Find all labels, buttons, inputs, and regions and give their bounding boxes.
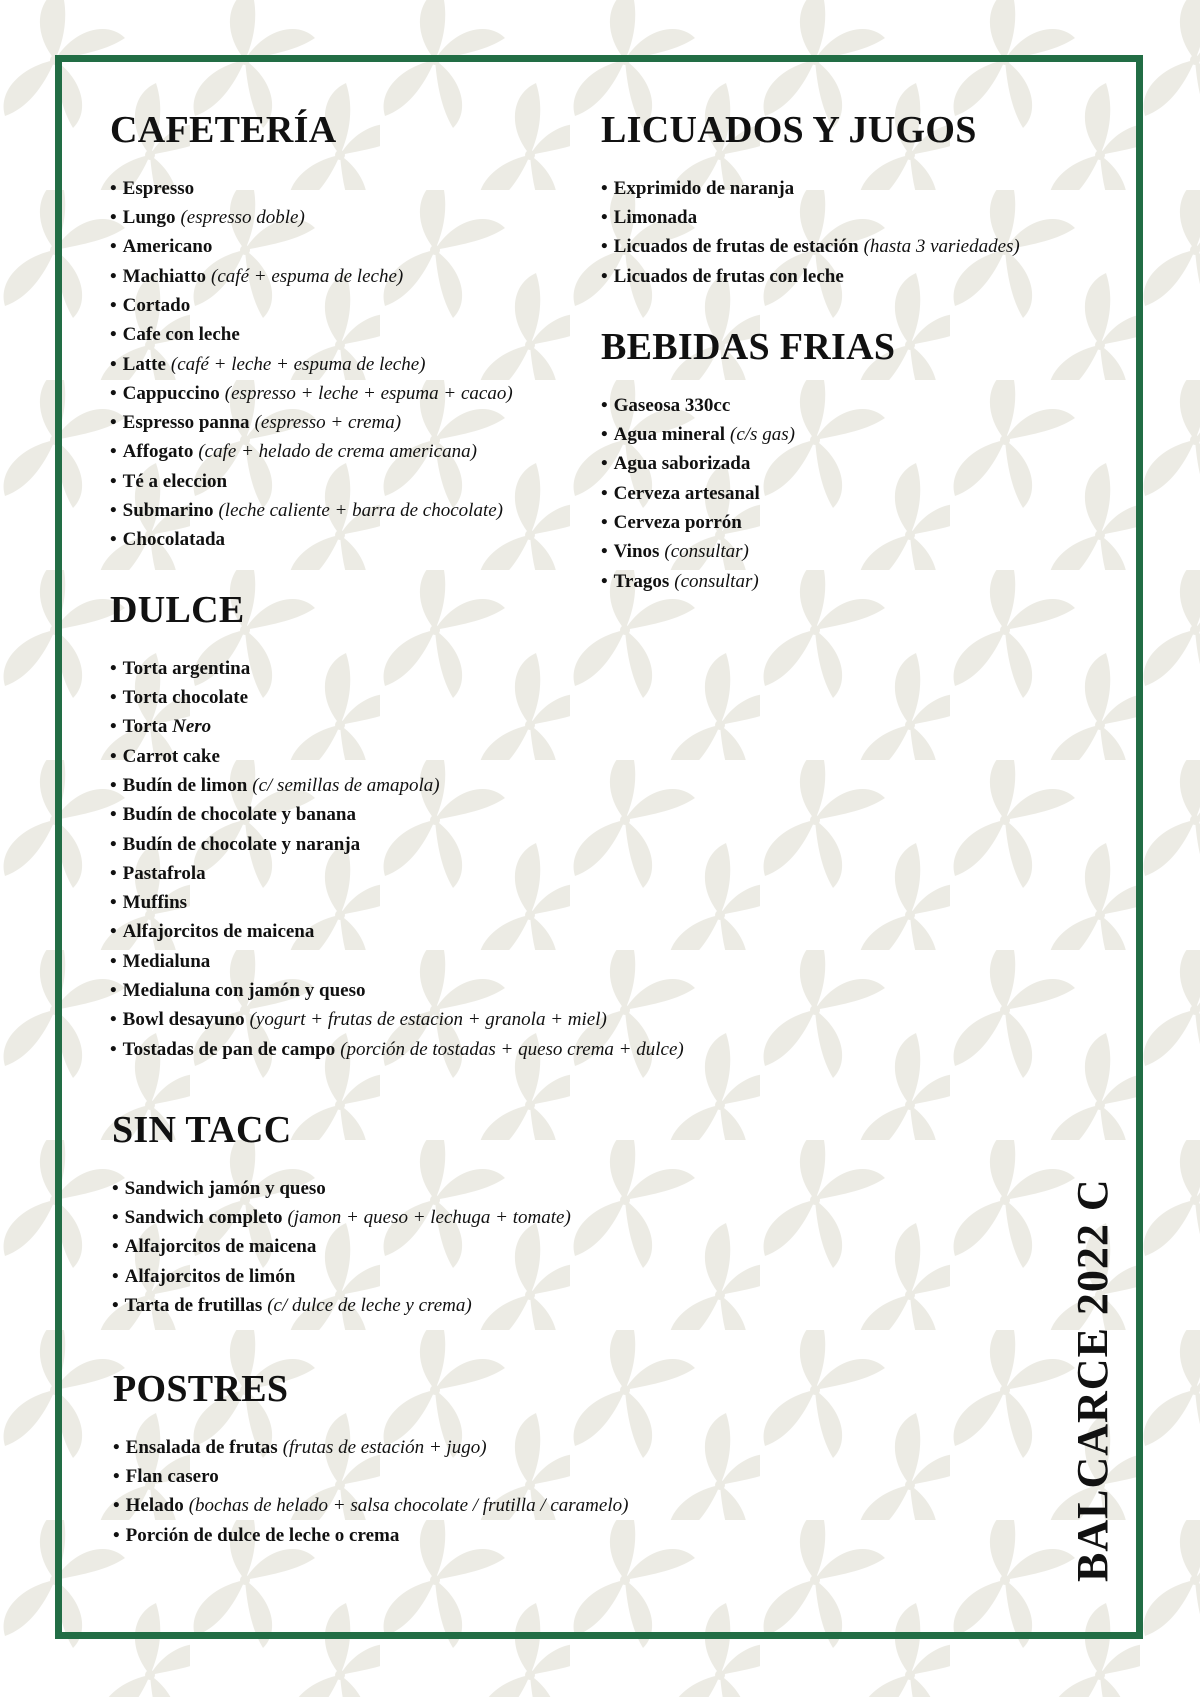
menu-item-note: (consultar) <box>664 541 749 563</box>
menu-item-name: Bowl desayuno <box>122 1009 245 1031</box>
menu-item <box>112 1291 571 1320</box>
section-title: SIN TACC <box>112 1109 292 1151</box>
menu-item-name: Torta argentina <box>122 657 251 679</box>
menu-item-name: Licuados de frutas con leche <box>613 265 844 287</box>
menu-item <box>110 654 684 683</box>
menu-item-name: Budín de chocolate y banana <box>122 804 356 826</box>
menu-item-note: (café + espuma de leche) <box>211 265 404 287</box>
section-dulce <box>110 590 684 1064</box>
menu-item-name: Tostadas de pan de campo <box>122 1038 336 1060</box>
menu-item <box>113 1521 628 1550</box>
menu-item <box>110 800 684 829</box>
menu-item-name: Agua saborizada <box>613 453 751 475</box>
menu-item-note: (c/ dulce de leche y crema) <box>267 1294 472 1316</box>
menu-item-emphasis: Nero <box>172 716 212 738</box>
item-list <box>110 654 684 1064</box>
menu-item <box>110 203 513 232</box>
menu-item <box>110 320 513 349</box>
menu-item-name: Torta <box>122 716 168 738</box>
menu-item-name: Alfajorcitos de limón <box>124 1265 296 1287</box>
menu-item-note: (yogurt + frutas de estacion + granola + miel) <box>249 1009 607 1031</box>
menu-item-name: Medialuna con jamón y queso <box>122 980 366 1002</box>
section-bebidas-frias <box>601 327 895 596</box>
menu-item-name: Helado <box>125 1495 184 1517</box>
menu-item <box>110 976 684 1005</box>
menu-item <box>113 1491 628 1520</box>
menu-item-name: Cerveza artesanal <box>613 482 760 504</box>
menu-item <box>110 1005 684 1034</box>
menu-item-name: Carrot cake <box>122 745 220 767</box>
menu-item <box>601 508 895 537</box>
menu-item-name: Latte <box>122 353 166 375</box>
menu-item <box>110 888 684 917</box>
menu-item <box>110 291 513 320</box>
menu-item-note: (porción de tostadas + queso crema + dulce) <box>340 1038 684 1060</box>
menu-item <box>601 449 895 478</box>
menu-item-name: Té a eleccion <box>122 470 228 492</box>
brand-vertical-text: BALCARCE 2022 C <box>1068 1178 1117 1582</box>
menu-item-name: Ensalada de frutas <box>125 1436 278 1458</box>
menu-item-note: (café + leche + espuma de leche) <box>170 353 426 375</box>
menu-item-name: Flan casero <box>125 1466 219 1488</box>
menu-item-name: Submarino <box>122 500 214 522</box>
menu-item <box>113 1462 628 1491</box>
menu-item <box>110 379 513 408</box>
menu-item <box>601 232 1020 261</box>
item-list <box>601 391 895 596</box>
menu-item <box>110 712 684 741</box>
menu-item-note: (jamon + queso + lechuga + tomate) <box>287 1207 571 1229</box>
menu-item-name: Machiatto <box>122 265 207 287</box>
menu-item <box>110 437 513 466</box>
menu-item-name: Vinos <box>613 541 660 563</box>
menu-item-name: Cerveza porrón <box>613 511 742 533</box>
menu-item-note: (hasta 3 variedades) <box>863 236 1020 258</box>
menu-item <box>110 174 513 203</box>
menu-item <box>110 742 684 771</box>
menu-item <box>112 1232 571 1261</box>
menu-item <box>110 496 513 525</box>
section-title: DULCE <box>110 589 245 631</box>
menu-item-note: (consultar) <box>674 570 759 592</box>
menu-item <box>601 537 895 566</box>
menu-item <box>113 1433 628 1462</box>
menu-item-name: Tragos <box>613 570 670 592</box>
menu-item <box>110 917 684 946</box>
menu-item-name: Medialuna <box>122 950 211 972</box>
section-title: LICUADOS Y JUGOS <box>601 109 977 151</box>
menu-item <box>110 232 513 261</box>
item-list <box>113 1433 628 1550</box>
menu-item <box>110 262 513 291</box>
section-cafeteria <box>110 110 513 555</box>
menu-item <box>110 947 684 976</box>
menu-item-name: Porción de dulce de leche o crema <box>125 1524 400 1546</box>
menu-item <box>112 1174 571 1203</box>
menu-item <box>601 203 1020 232</box>
menu-item-name: Budín de limon <box>122 774 248 796</box>
menu-item-name: Budín de chocolate y naranja <box>122 833 361 855</box>
menu-item <box>110 350 513 379</box>
item-list <box>110 174 513 555</box>
menu-item <box>110 408 513 437</box>
menu-item-note: (espresso + crema) <box>254 412 402 434</box>
menu-item <box>110 859 684 888</box>
menu-item <box>110 771 684 800</box>
menu-item <box>110 467 513 496</box>
menu-item <box>601 479 895 508</box>
item-list <box>601 174 1020 291</box>
menu-item-name: Limonada <box>613 207 698 229</box>
menu-item <box>112 1203 571 1232</box>
menu-item-name: Americano <box>122 236 213 258</box>
menu-item-note: (c/s gas) <box>730 424 795 446</box>
menu-item-name: Licuados de frutas de estación <box>613 236 859 258</box>
menu-item-note: (cafe + helado de crema americana) <box>198 441 477 463</box>
menu-item-name: Sandwich jamón y queso <box>124 1177 326 1199</box>
menu-item-note: (leche caliente + barra de chocolate) <box>218 500 503 522</box>
menu-item <box>110 1035 684 1064</box>
section-title: BEBIDAS FRIAS <box>601 326 896 368</box>
menu-item <box>601 420 895 449</box>
section-licuados-y-jugos <box>601 110 1020 291</box>
menu-item <box>110 830 684 859</box>
section-title: POSTRES <box>113 1368 289 1410</box>
menu-item <box>110 683 684 712</box>
menu-item-note: (frutas de estación + jugo) <box>282 1436 487 1458</box>
menu-item-name: Cappuccino <box>122 382 220 404</box>
menu-item-name: Agua mineral <box>613 424 726 446</box>
menu-item-name: Exprimido de naranja <box>613 177 795 199</box>
menu-item-note: (c/ semillas de amapola) <box>252 774 440 796</box>
section-postres <box>113 1369 628 1550</box>
menu-item-name: Cafe con leche <box>122 324 240 346</box>
item-list <box>112 1174 571 1320</box>
menu-item <box>110 525 513 554</box>
menu-item <box>112 1262 571 1291</box>
menu-item-name: Pastafrola <box>122 862 206 884</box>
menu-item-note: (espresso + leche + espuma + cacao) <box>224 382 513 404</box>
menu-item-name: Gaseosa 330cc <box>613 394 731 416</box>
menu-item-name: Muffins <box>122 892 188 914</box>
section-sin-tacc <box>112 1110 571 1320</box>
menu-item-note: (bochas de helado + salsa chocolate / frutilla / caramelo) <box>188 1495 629 1517</box>
menu-item-name: Espresso panna <box>122 412 250 434</box>
menu-item-name: Alfajorcitos de maicena <box>124 1236 317 1258</box>
menu-item <box>601 391 895 420</box>
menu-item-name: Lungo <box>122 207 176 229</box>
menu-item-note: (espresso doble) <box>180 207 305 229</box>
menu-item <box>601 262 1020 291</box>
menu-item <box>601 174 1020 203</box>
section-title: CAFETERÍA <box>110 109 337 151</box>
menu-item-name: Affogato <box>122 441 194 463</box>
menu-item-name: Chocolatada <box>122 529 226 551</box>
menu-item-name: Alfajorcitos de maicena <box>122 921 315 943</box>
menu-item-name: Espresso <box>122 177 195 199</box>
menu-item-name: Torta chocolate <box>122 687 249 709</box>
menu-item-name: Tarta de frutillas <box>124 1294 263 1316</box>
menu-item-name: Sandwich completo <box>124 1207 283 1229</box>
menu-item-name: Cortado <box>122 294 191 316</box>
